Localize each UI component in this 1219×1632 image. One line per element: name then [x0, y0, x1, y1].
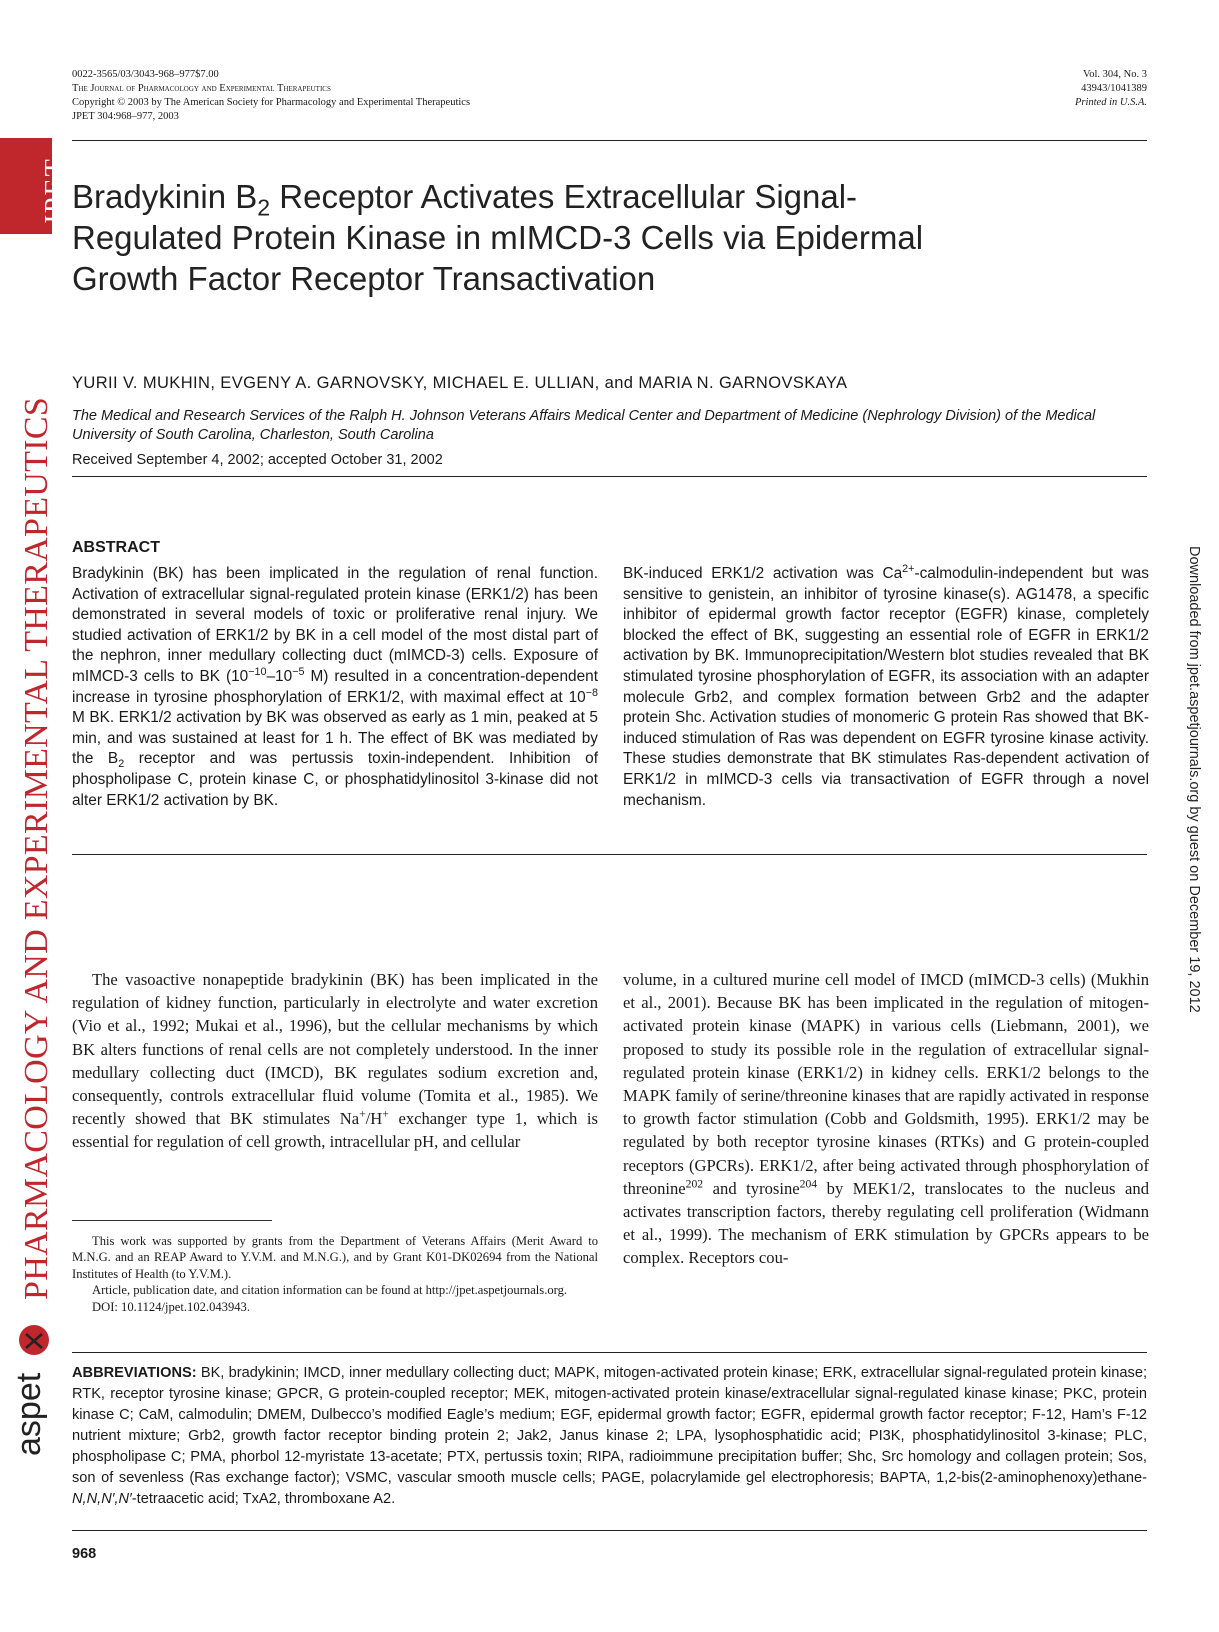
- received-dates: Received September 4, 2002; accepted October 31, 2002: [72, 452, 443, 468]
- header-line: Vol. 304, No. 3: [1083, 69, 1147, 80]
- header-line: 43943/1041389: [1081, 83, 1147, 94]
- download-notice: Downloaded from jpet.aspetjournals.org by guest on December 19, 2012: [1186, 546, 1202, 1013]
- header-rule: [72, 140, 1147, 141]
- abbreviations-bottom-rule: [72, 1530, 1147, 1531]
- body-left-column: The vasoactive nonapeptide bradykinin (BK) has been implicated in the regulation of kidney function, particularly in electrolyte and water excretion (Vio et al., 1992; Mukai et al., 1996), but the cellular mechanisms by which BK alters functions of renal cells are not completely understood. In the inner medullary collecting duct (IMCD), BK regulates sodium excretion and, consequently, controls extracellular fluid volume (Tomita et al., 1985). We recently showed that BK stimulates Na+/H+ exchanger type 1, which is essential for regulation of cell growth, intracellular pH, and cellular: [72, 970, 598, 1152]
- footnote-doi: DOI: 10.1124/jpet.102.043943.: [92, 1299, 250, 1314]
- footnote-rule: [72, 1220, 272, 1221]
- abstract-bottom-rule: [72, 854, 1147, 855]
- affiliation: The Medical and Research Services of the Ralph H. Johnson Veterans Affairs Medical Center and Department of Medicine (Nephrology Division) of the Medical University of South Carolina, Charleston, South Carolina: [72, 408, 1096, 443]
- article-title: Bradykinin $B_2$ Receptor Activates Extracellular Signal- Regulated Protein Kinase in mIMCD-3 Cells via Epidermal Growth Factor Receptor Transactivation: [72, 178, 924, 297]
- journal-side-title: PHARMACOLOGY AND EXPERIMENTAL THERAPEUTICS: [18, 396, 55, 1300]
- abbreviations-block: ABBREVIATIONS: BK, bradykinin; IMCD, inner medullary collecting duct; MAPK, mitogen-activated protein kinase; ERK, extracellular signal-regulated protein kinase; RTK, receptor tyrosine kinase; GPCR, G protein-coupled receptor; MEK, mitogen-activated protein kinase/extracellular signal-regulated kinase kinase; PKC, protein kinase C; CaM, calmodulin; DMEM, Dulbecco’s modified Eagle’s medium; EGF, epidermal growth factor; EGFR, epidermal growth factor receptor; F-12, Ham’s F-12 nutrient mixture; Grb2, growth factor receptor binding protein 2; Jak2, Janus kinase 2; LPA, lysophosphatidic acid; PI3K, phosphatidylinositol 3-kinase; PLC, phospholipase C; PMA, phorbol 12-myristate 13-acetate; PTX, pertussis toxin; RIPA, radioimmune precipitation buffer; Shc, Src homology and collagen protein; Sos, son of sevenless (Ras exchange factor); VSMC, vascular smooth muscle cells; PAGE, polacrylamide gel electrophoresis; BAPTA, 1,2-bis(2-aminophenoxy)ethane-N,N,N′,N′-tetraacetic acid; TxA2, thromboxane A2.: [72, 1365, 1147, 1507]
- aspet-logo-text: aspet: [10, 1372, 48, 1456]
- abstract-left-column: Bradykinin (BK) has been implicated in the regulation of renal function. Activation of extracellular signal-regulated protein kinase (ERK1/2) has been demonstrated in several models of toxic or proliferative renal injury. We studied activation of ERK1/2 by BK in a cell model of the most distal part of the nephron, inner medullary collecting duct (mIMCD-3) cells. Exposure of mIMCD-3 cells to BK ($10^{-10}-10^{-5}$ M) resulted in a concentration-dependent increase in tyrosine phosphorylation of ERK1/2, with maximal effect at $10^{-8}$ M BK. ERK1/2 activation by BK was observed as early as 1 min, peaked at 5 min, and was sustained at least for 1 h. The effect of BK was mediated by the $B_2$ receptor and was pertussis toxin-independent. Inhibition of phospholipase C, protein kinase C, or phosphatidylinositol 3-kinase did not alter ERK1/2 activation by BK.: [72, 565, 598, 809]
- journal-header-right: [1075, 68, 1147, 110]
- abbreviations-label: ABBREVIATIONS:: [72, 1365, 197, 1381]
- journal-header-left: [72, 68, 470, 124]
- header-line: 0022-3565/03/3043-968–977$7.00: [72, 69, 219, 80]
- abstract-right-column: BK-induced ERK1/2 activation was $Ca^{2+}-calmodulin$-independent but was sensitive to genistein, an inhibitor of tyrosine kinase(s). AG1478, a specific inhibitor of epidermal growth factor receptor (EGFR) kinase, completely blocked the effect of BK, suggesting an essential role of EGFR in ERK1/2 activation by BK. Immunoprecipitation/Western blot studies revealed that BK stimulated tyrosine phosphorylation of EGFR, its association with an adapter molecule Grb2, and complex formation between Grb2 and the adapter protein Shc. Activation studies of monomeric G protein Ras showed that BK-induced stimulation of Ras was dependent on EGFR tyrosine kinase activity. These studies demonstrate that BK stimulates Ras-dependent activation of ERK1/2 in mIMCD-3 cells via transactivation of EGFR through a novel mechanism.: [623, 562, 1149, 809]
- header-line: Printed in U.S.A.: [1074, 97, 1147, 108]
- page-number: 968: [72, 1546, 97, 1562]
- footnote-funding: This work was supported by grants from the Department of Veterans Affairs (Merit Award to M.N.G. and an REAP Award to Y.V.M. and M.N.G.), and by Grant K01-DK02694 from the National Institutes of Health (to Y.V.M.).: [72, 1234, 598, 1281]
- jpet-badge-text: JPET: [40, 157, 71, 226]
- header-line: Copyright © 2003 by The American Society for Pharmacology and Experimental Therapeutics: [72, 97, 471, 108]
- aspet-logo: [4, 1320, 54, 1460]
- author-list: YURII V. MUKHIN, EVGENY A. GARNOVSKY, MICHAEL E. ULLIAN, and MARIA N. GARNOVSKAYA: [72, 374, 848, 392]
- footnote-citation: Article, publication date, and citation information can be found at http://jpet.aspetjournals.org.: [92, 1283, 568, 1298]
- abstract-heading: ABSTRACT: [72, 539, 160, 556]
- header-line: The Journal of Pharmacology and Experimental Therapeutics: [72, 83, 331, 94]
- abbreviations-top-rule: [72, 1352, 1147, 1353]
- funding-footnote: [72, 1233, 598, 1315]
- header-line: JPET 304:968–977, 2003: [72, 111, 179, 122]
- abstract-top-rule: [72, 476, 1147, 477]
- body-right-column: volume, in a cultured murine cell model of IMCD (mIMCD-3 cells) (Mukhin et al., 2001). Because BK has been implicated in the regulation of mitogen-activated protein kinase (MAPK) in various cells (Liebmann, 2001), we proposed to study its possible role in the regulation of extracellular signal-regulated protein kinase (ERK1/2) in kidney cells. ERK1/2 belongs to the MAPK family of serine/threonine kinases that are rapidly activated in response to growth factor stimulation (Cobb and Goldsmith, 1995). ERK1/2 may be regulated by both receptor tyrosine kinases (RTKs) and G protein-coupled receptors (GPCRs). ERK1/2, after being activated through phosphorylation of threonine$^{202}$ and tyrosine$^{204}$ by MEK1/2, translocates to the nucleus and activates transcription factors, thereby regulating cell proliferation (Widmann et al., 1999). The mechanism of ERK stimulation by GPCRs appears to be complex. Receptors cou-: [623, 970, 1150, 1268]
